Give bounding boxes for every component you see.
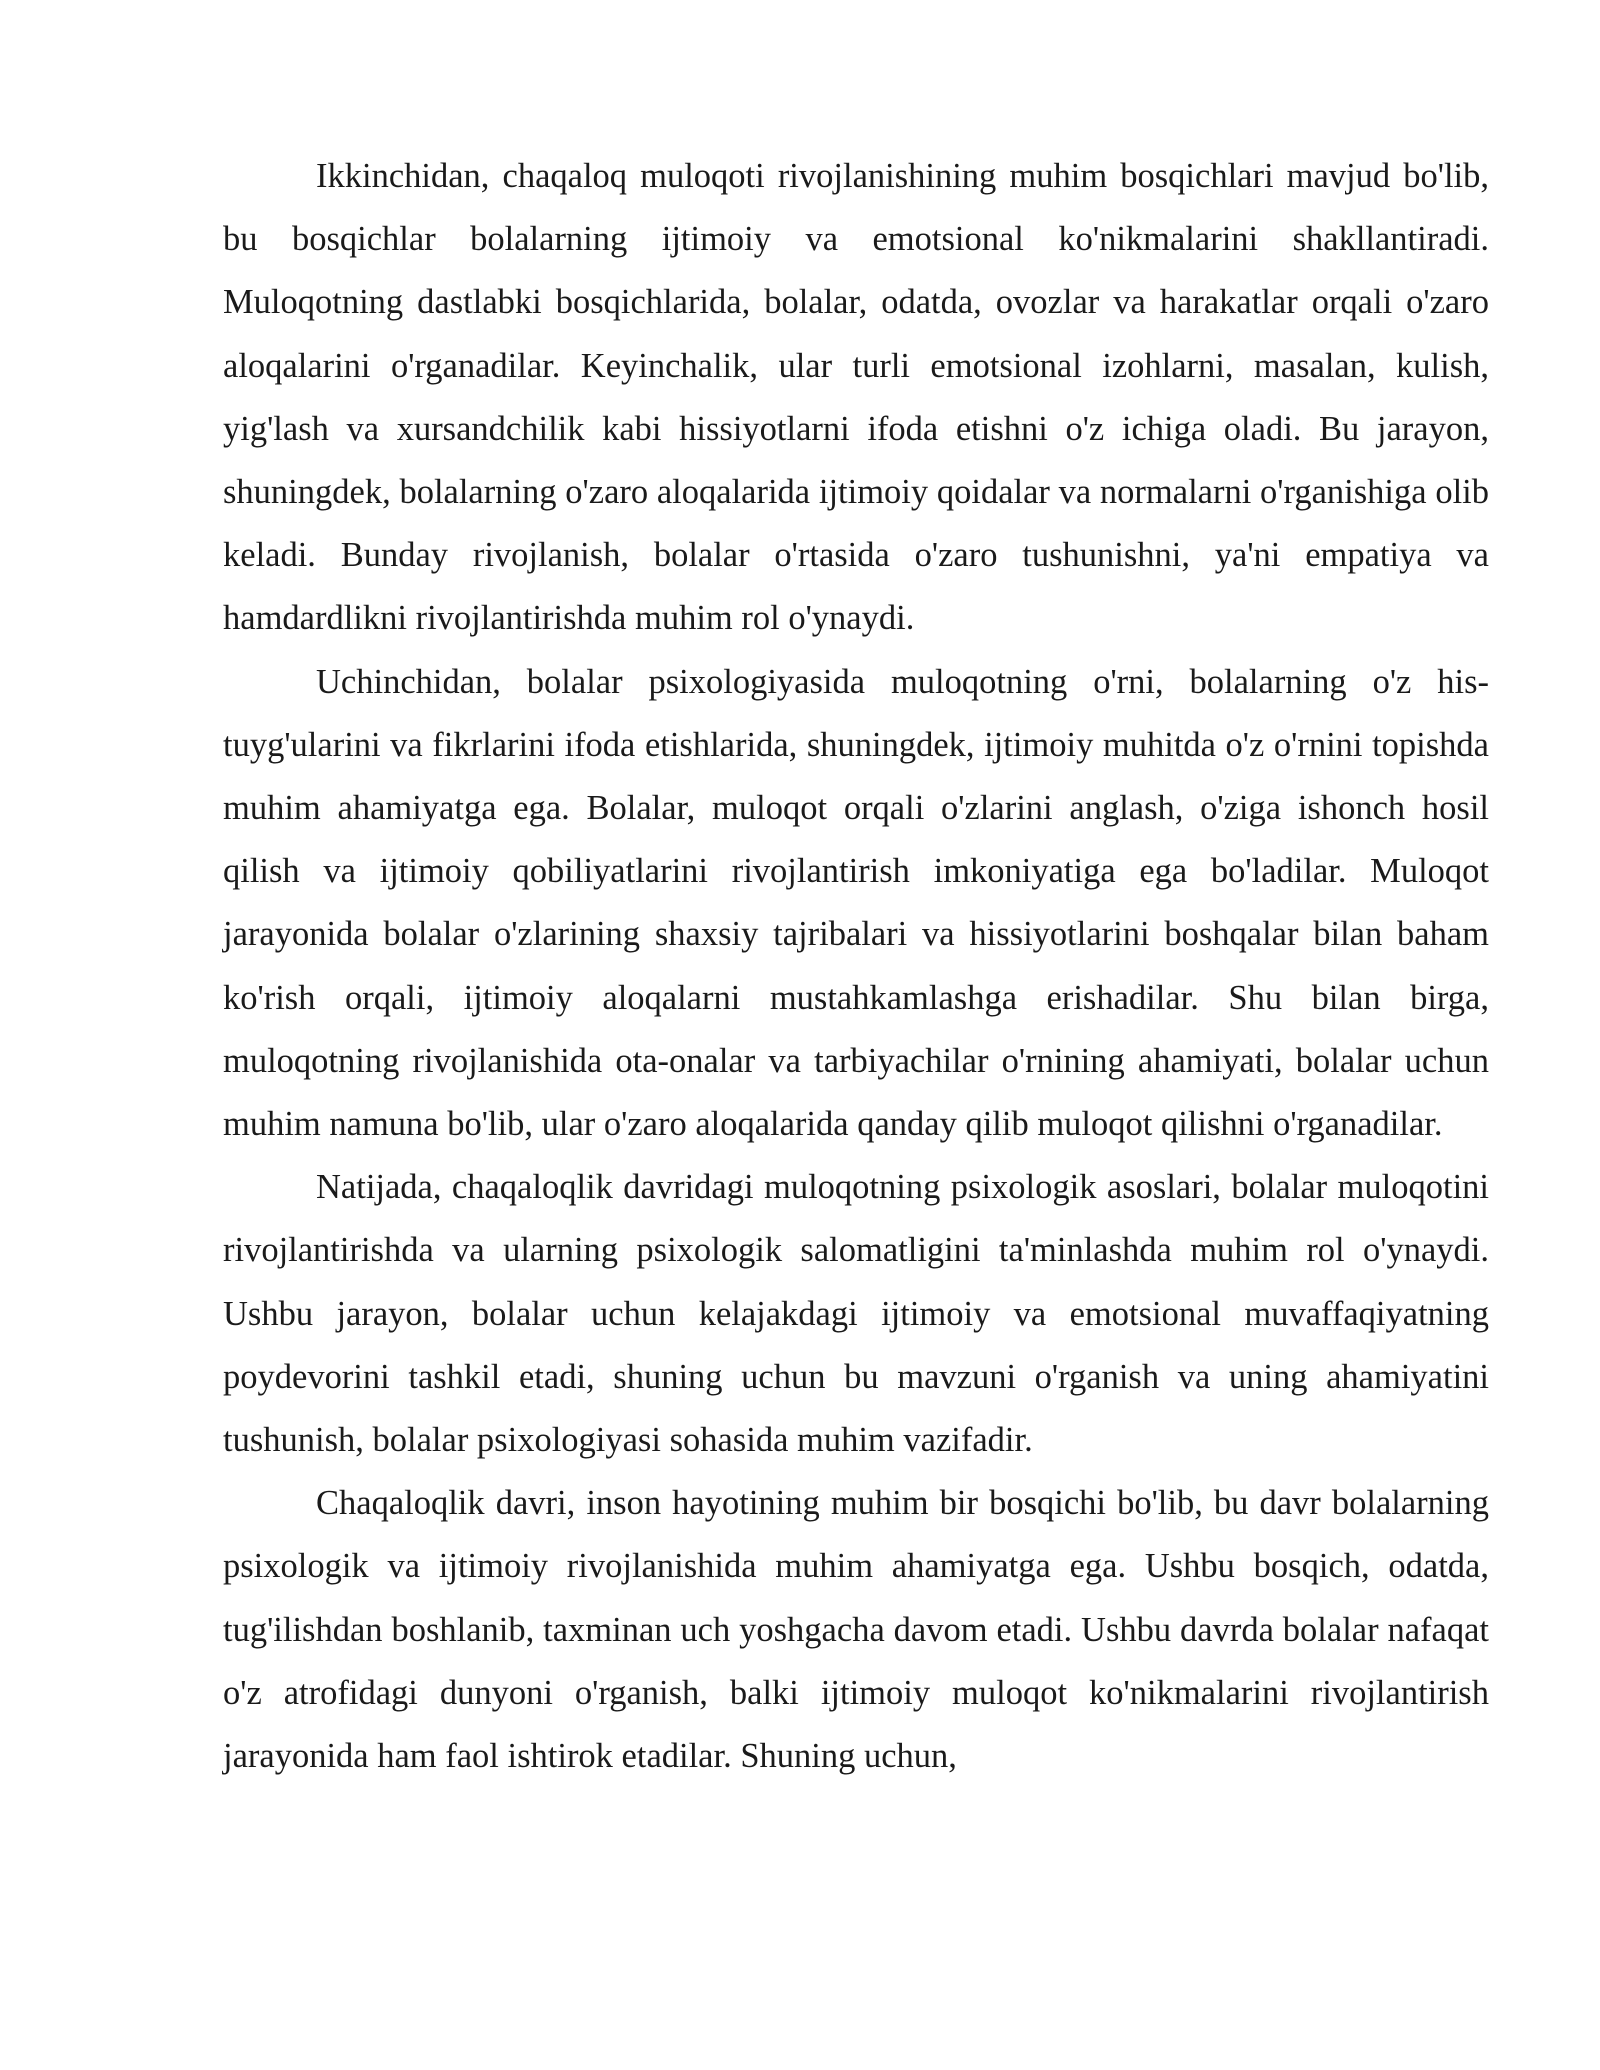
paragraph-ikkinchidan: Ikkinchidan, chaqaloq muloqoti rivojlanishining muhim bosqichlari mavjud bo'lib, bu bosqichlar bolalarning ijtimoiy va emotsional ko'nikmalarini shakllantiradi. Muloqotning dastlabki bosqichlarida, bolalar, odatda, ovozlar va harakatlar orqali o'zaro aloqalarini o'rganadilar. Keyinchalik, ular turli emotsional izohlarni, masalan, kulish, yig'lash va xursandchilik kabi hissiyotlarni ifoda etishni o'z ichiga oladi. Bu jarayon, shuningdek, bolalarning o'zaro aloqalarida ijtimoiy qoidalar va normalarni o'rganishiga olib keladi. Bunday rivojlanish, bolalar o'rtasida o'zaro tushunishni, ya'ni empatiya va hamdardlikni rivojlantirishda muhim rol o'ynaydi. <box>223 157 1489 638</box>
document-body <box>223 145 1489 1788</box>
paragraph-uchinchidan: Uchinchidan, bolalar psixologiyasida muloqotning o'rni, bolalarning o'z his-tuyg'ularini va fikrlarini ifoda etishlarida, shuningdek, ijtimoiy muhitda o'z o'rnini topishda muhim ahamiyatga ega. Bolalar, muloqot orqali o'zlarini anglash, o'ziga ishonch hosil qilish va ijtimoiy qobiliyatlarini rivojlantirish imkoniyatiga ega bo'ladilar. Muloqot jarayonida bolalar o'zlarining shaxsiy tajribalari va hissiyotlarini boshqalar bilan baham ko'rish orqali, ijtimoiy aloqalarni mustahkamlashga erishadilar. Shu bilan birga, muloqotning rivojlanishida ota-onalar va tarbiyachilar o'rnining ahamiyati, bolalar uchun muhim namuna bo'lib, ular o'zaro aloqalarida qanday qilib muloqot qilishni o'rganadilar. <box>223 662 1489 1144</box>
paragraph-natijada: Natijada, chaqaloqlik davridagi muloqotning psixologik asoslari, bolalar muloqotini rivojlantirishda va ularning psixologik salomatligini ta'minlashda muhim rol o'ynaydi. Ushbu jarayon, bolalar uchun kelajakdagi ijtimoiy va emotsional muvaffaqiyatning poydevorini tashkil etadi, shuning uchun bu mavzuni o'rganish va uning ahamiyatini tushunish, bolalar psixologiyasi sohasida muhim vazifadir. <box>223 1168 1489 1460</box>
paragraph-chaqaloqlik-davri: Chaqaloqlik davri, inson hayotining muhim bir bosqichi bo'lib, bu davr bolalarning psixologik va ijtimoiy rivojlanishida muhim ahamiyatga ega. Ushbu bosqich, odatda, tug'ilishdan boshlanib, taxminan uch yoshgacha davom etadi. Ushbu davrda bolalar nafaqat o'z atrofidagi dunyoni o'rganish, balki ijtimoiy muloqot ko'nikmalarini rivojlantirish jarayonida ham faol ishtirok etadilar. Shuning uchun, <box>223 1484 1489 1776</box>
